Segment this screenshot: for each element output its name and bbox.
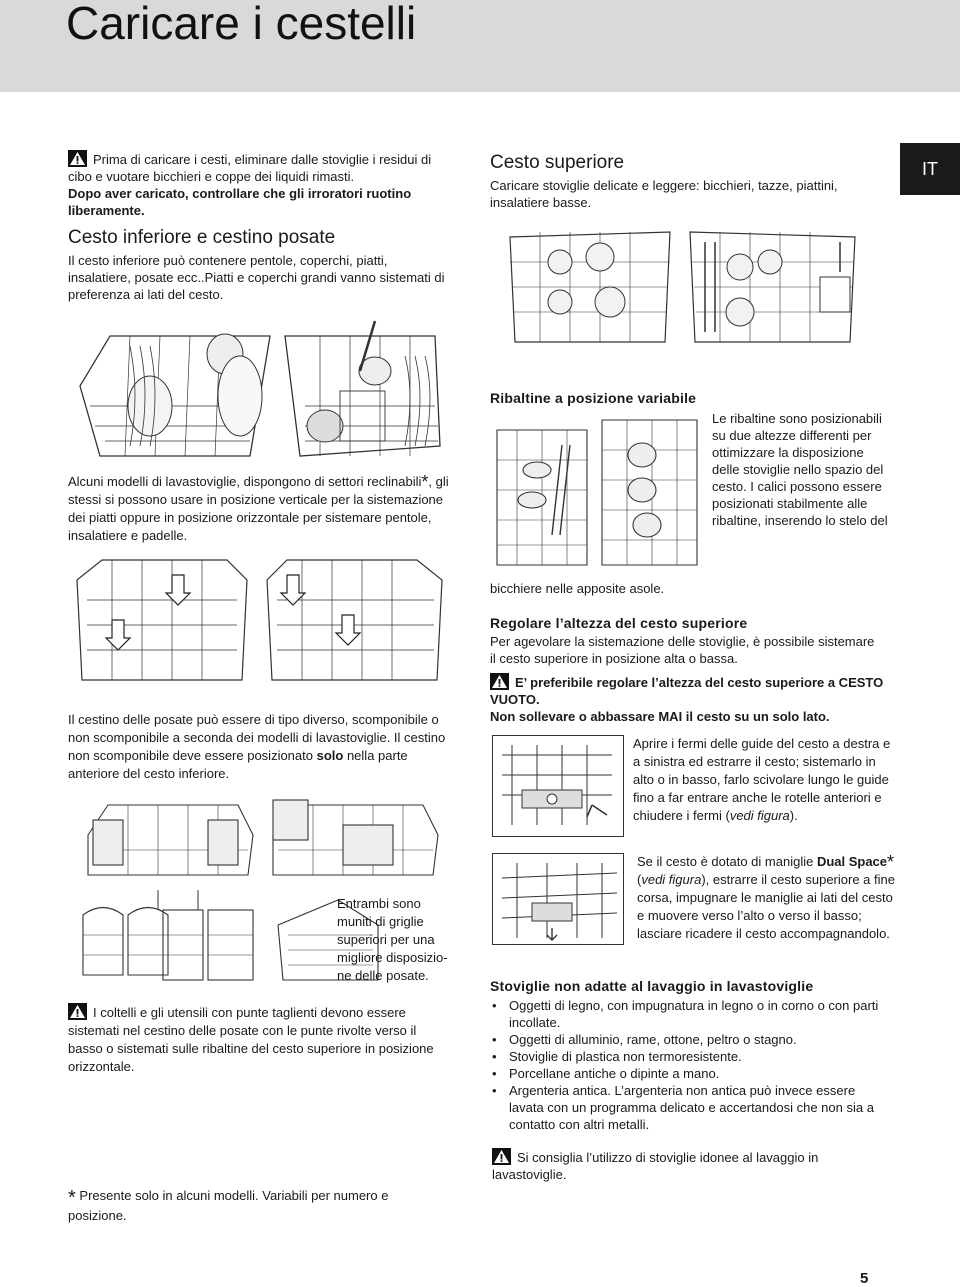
- upper-basket-title: Cesto superiore: [490, 152, 625, 173]
- warning-icon: [492, 1148, 511, 1165]
- adjust-section: [490, 614, 890, 725]
- upper-basket-illustration: [500, 222, 860, 352]
- adjust-title: Regolare l’altezza del cesto superiore: [490, 615, 748, 631]
- not-suitable-section: [490, 977, 890, 1133]
- both-grids-text: Entrambi sono muniti di griglie superiori per una migliore disposizio-ne delle posate.: [337, 896, 448, 983]
- adjust-text: Per agevolare la sistemazione delle stoviglie, è possibile sistemare il cesto superiore in posizione alta o bassa.: [490, 634, 875, 666]
- adjust-warning: E’ preferibile regolare l’altezza del cesto superiore a CESTO VUOTO. Non sollevare o abbassare MAI il cesto su un solo lato.: [490, 675, 884, 724]
- rail-clip-illustration: [492, 735, 624, 837]
- list-item: • Oggetti di alluminio, rame, ottone, peltro o stagno.: [490, 1031, 890, 1048]
- page-header: [0, 0, 960, 92]
- footnote: * Presente solo in alcuni modelli. Variabili per numero e posizione.: [68, 1187, 389, 1223]
- upper-basket-text: Caricare stoviglie delicate e leggere: bicchieri, tazze, piattini, insalatiere basse.: [490, 178, 838, 210]
- upper-basket-section: [490, 152, 890, 211]
- lower-basket-title: Cesto inferiore e cestino posate: [68, 227, 336, 248]
- flaps-illustration: [492, 415, 704, 577]
- intro-warning: [68, 150, 453, 219]
- list-item: • Argenteria antica. L’argenteria non antica può invece essere lavata con un programma delicato e accertandosi che non sia a contatto con altri metalli.: [490, 1082, 890, 1133]
- intro-warning-bold: Dopo aver caricato, controllare che gli irroratori ruotino liberamente.: [68, 186, 412, 218]
- list-item: • Oggetti di legno, con impugnatura in legno o in corno o con parti incollate.: [490, 997, 890, 1031]
- warning-icon: [68, 1003, 87, 1020]
- page-title: Caricare i cestelli: [66, 0, 417, 49]
- not-suitable-list: [490, 997, 890, 1133]
- knives-warning: I coltelli e gli utensili con punte taglienti devono essere sistemati nel cestino delle posate con le punte rivolte verso il basso o sistemati sulle ribaltine del cesto superiore in posizione orizzontale.: [68, 1005, 434, 1074]
- advice-warning: Si consiglia l’utilizzo di stoviglie idonee al lavaggio in lavastoviglie.: [492, 1150, 819, 1182]
- flaps-text-continued: bicchiere nelle apposite asole.: [490, 581, 665, 596]
- lower-basket-text: Il cesto inferiore può contenere pentole, coperchi, piatti, insalatiere, posate ecc..Piatti e coperchi grandi vanno sistemati di preferenza ai lati del cesto.: [68, 253, 445, 302]
- list-item: • Porcellane antiche o dipinte a mano.: [490, 1065, 890, 1082]
- not-suitable-title: Stoviglie non adatte al lavaggio in lavastoviglie: [490, 978, 814, 994]
- flaps-title: Ribaltine a posizione variabile: [490, 390, 697, 406]
- reclining-text: Alcuni modelli di lavastoviglie, dispongono di settori reclinabili*, gli stessi si possono usare in posizione verticale per la sistemazione dei piatti oppure in posizione orizzontale per sistemare pentole, insalatiere e padelle.: [68, 472, 449, 543]
- page-number: 5: [860, 1270, 869, 1287]
- dual-space-illustration: [492, 853, 624, 945]
- language-tab: IT: [900, 143, 960, 195]
- lower-basket-section: [68, 227, 453, 303]
- flaps-text: Le ribaltine sono posizionabili su due altezze differenti per ottimizzare la disposizione delle stoviglie nello spazio del cesto. I calici possono essere posizionati stabilmente alle ribaltine, inserendo lo stelo del: [712, 411, 888, 528]
- warning-icon: [68, 150, 87, 167]
- warning-icon: [490, 673, 509, 690]
- adjust-steps: Aprire i fermi delle guide del cesto a destra e a sinistra ed estrarre il cesto; sistemarlo in alto o in basso, farlo scivolare lungo le guide fino a far entrare anche le rotelle anteriori e chiudere i fermi (vedi figura).: [633, 736, 891, 823]
- list-item: • Stoviglie di plastica non termoresistente.: [490, 1048, 890, 1065]
- reclining-sectors-illustration: [72, 555, 452, 685]
- cutlery-text: Il cestino delle posate può essere di tipo diverso, scomponibile o non scomponibile a seconda dei modelli di lavastoviglie. Il cestino non scomponibile deve essere posizionato solo nella parte anteriore del cesto inferiore.: [68, 712, 446, 781]
- dual-space-text: Se il cesto è dotato di maniglie Dual Space* (vedi figura), estrarre il cesto superiore a fine corsa, impugnare le maniglie ai lati del cesto e muovere verso l’alto o verso il basso; lasciare ricadere il cesto accompagnandolo.: [637, 852, 895, 941]
- lower-basket-illustration: [70, 316, 450, 466]
- intro-warning-text: Prima di caricare i cesti, eliminare dalle stoviglie i residui di cibo e vuotare bicchieri e coppe dei liquidi rimasti.: [68, 152, 432, 184]
